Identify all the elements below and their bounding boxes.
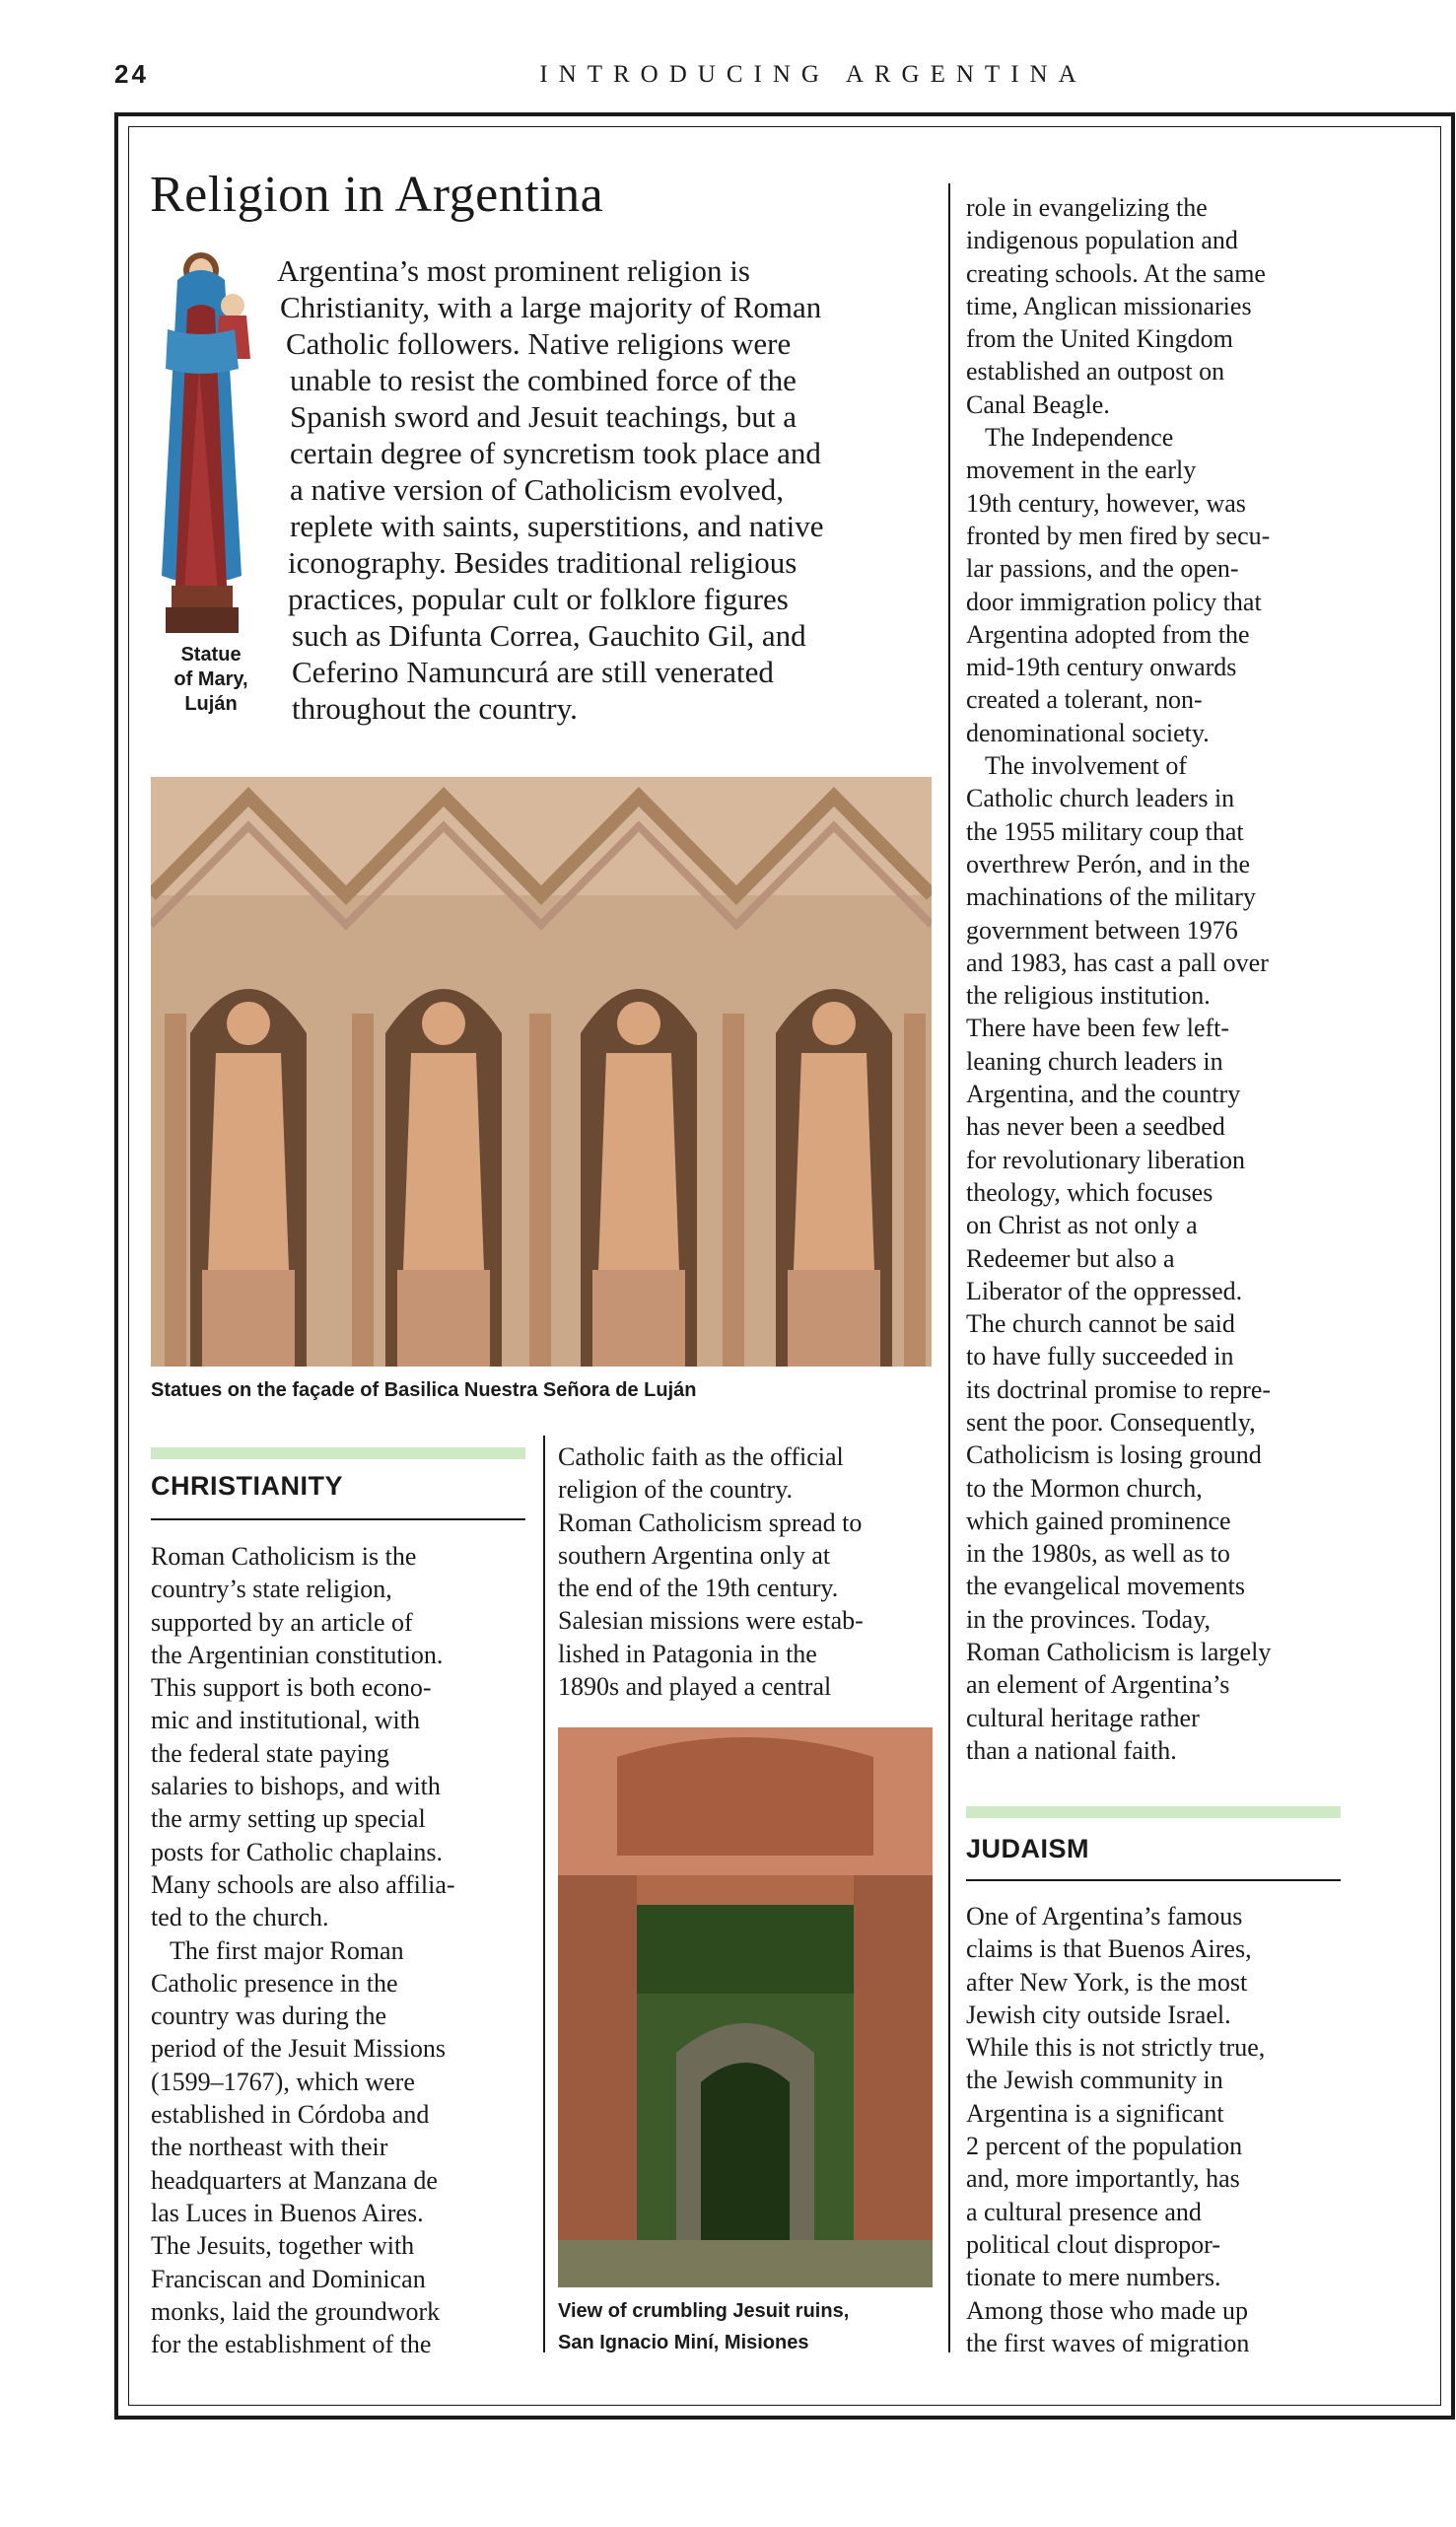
ruins-caption: View of crumbling Jesuit ruins, San Ignacio Miní, Misiones	[558, 2300, 850, 2353]
judaism-accent-bar	[966, 1806, 1341, 1818]
christianity-accent-bar	[151, 1447, 525, 1459]
christianity-heading: CHRISTIANITY	[151, 1471, 343, 1501]
judaism-heading: JUDAISM	[966, 1834, 1090, 1863]
page-number: 24	[114, 59, 149, 89]
column-rule-2	[948, 183, 950, 2352]
basilica-caption: Statues on the façade of Basilica Nuestra Señora de Luján	[151, 1379, 697, 1401]
christianity-column-3: role in evangelizing the indigenous population and creating schools. At the same time, Anglican missionaries from the United Kingdom established an outpost on Canal Beagle. The Independence movement in the early 19th century, however, was fronted by men fired by secu- lar passions, and the open- door immigration policy that Argentina adopted from the mid-19th century onwards created a tolerant, non- denominational society. The involvement of Catholic church leaders in the 1955 military coup that overthrew Perón, and in the machinations of the military government between 1976 and 1983, has cast a pall over the religious institution. There have been few left- leaning church leaders in Argentina, and the country has never been a seedbed for revolutionary liberation theology, which focuses on Christ as not only a Redeemer but also a Liberator of the oppressed. The church cannot be said to have fully succeeded in its doctrinal promise to repre- sent the poor. Consequently, Catholicism is losing ground to the Mormon church, which gained prominence in the 1980s, as well as to the evangelical movements in the provinces. Today, Roman Catholicism is largely an element of Argentina’s cultural heritage rather than a national faith.	[966, 193, 1272, 1765]
statue-caption: Statue of Mary, Luján	[173, 644, 248, 715]
article-title: Religion in Argentina	[150, 167, 604, 223]
statue-of-mary-image	[148, 250, 268, 640]
christianity-rule	[151, 1518, 525, 1520]
judaism-column: One of Argentina’s famous claims is that Buenos Aires, after New York, is the most Jewish city outside Israel. While this is not strictly true, the Jewish community in Argentina is a significant 2 percent of the population and, more importantly, has a cultural presence and political clout dispropor- tionate to mere numbers. Among those who made up the first waves of migration	[966, 1902, 1266, 2357]
running-head: INTRODUCING ARGENTINA	[539, 61, 1087, 88]
basilica-statues-photo	[151, 777, 932, 1367]
column-rule-1	[543, 1436, 545, 2352]
christianity-column-2: Catholic faith as the official religion of the country. Roman Catholicism spread to southern Argentina only at the end of the 19th century. Salesian missions were estab- lished in Patagonia in the 1890s and played a central	[558, 1442, 864, 1702]
judaism-rule	[966, 1879, 1341, 1881]
jesuit-ruins-photo	[558, 1727, 933, 2287]
christianity-column-1: Roman Catholicism is the country’s state religion, supported by an article of the Argentinian constitution. This support is both econo- mic and institutional, with the federal state paying salaries to bishops, and with the army setting up special posts for Catholic chaplains. Many schools are also affilia- ted to the church. The first major Roman Catholic presence in the country was during the period of the Jesuit Missions (1599–1767), which were established in Córdoba and the northeast with their headquarters at Manzana de las Luces in Buenos Aires. The Jesuits, together with Franciscan and Dominican monks, laid the groundwork for the establishment of the	[151, 1542, 455, 2359]
